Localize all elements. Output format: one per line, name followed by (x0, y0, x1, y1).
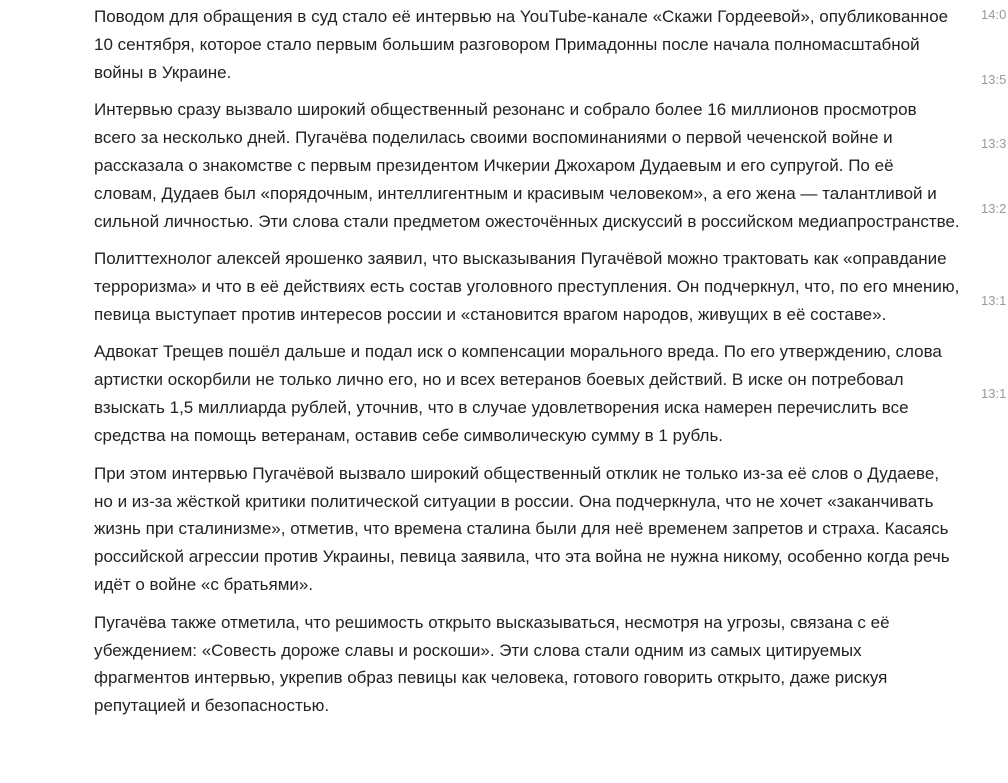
article-paragraph-2: Интервью сразу вызвало широкий общественный резонанс и собрало более 16 миллионов просмотров всего за несколько дней. Пугачёва поделилась своими воспоминаниями о первой чеченской войне и рассказала о знакомстве с первым президентом Ичкерии Джохаром Дудаевым и его супругой. По её словам, Дудаев был «порядочным, интеллигентным и красивым человеком», а его жена — талантливой и сильной личностью. Эти слова стали предметом ожесточённых дискуссий в российском медиапространстве. (94, 100, 960, 231)
news-item-time[interactable]: 13:1 (981, 386, 1007, 401)
news-item-time[interactable]: 13:2 (981, 201, 1007, 216)
article-paragraph-6: Пугачёва также отметила, что решимость открыто высказываться, несмотря на угрозы, связана с её убеждением: «Совесть дороже славы и роскоши». Эти слова стали одним из самых цитируемых фрагментов интервью, укрепив образ певицы как человека, готового говорить открыто, даже рискуя репутацией и безопасностью. (94, 612, 890, 716)
news-item-time[interactable]: 13:1 (981, 293, 1007, 308)
article-paragraph-1: Поводом для обращения в суд стало её интервью на YouTube-канале «Скажи Гордеевой», опубликованное 10 сентября, которое стало первым большим разговором Примадонны после начала полномасштабной войны в Украине. (94, 7, 949, 82)
article-paragraph-4: Адвокат Трещев пошёл дальше и подал иск о компенсации морального вреда. По его утверждению, слова артистки оскорбили не только лично его, но и всех ветеранов боевых действий. В иске он потребовал взыскать 1,5 миллиарда рублей, уточнив, что в случае удовлетворения иска намерен перечислить все средства на помощь ветеранам, оставив себе символическую сумму в 1 рубль. (94, 342, 942, 446)
article-paragraph-3: Политтехнолог алексей ярошенко заявил, что высказывания Пугачёвой можно трактовать как «оправдание терроризма» и что в её действиях есть состав уголовного преступления. Он подчеркнул, что, по его мнению, певица выступает против интересов россии и «становится врагом народов, живущих в её составе». (94, 249, 960, 325)
news-item-time[interactable]: 13:3 (981, 136, 1007, 151)
article-body (94, 3, 960, 730)
news-feed-sidebar (979, 0, 1008, 783)
news-item-time[interactable]: 13:5 (981, 72, 1007, 87)
news-item-time[interactable]: 14:0 (981, 7, 1007, 22)
article-paragraph-5: При этом интервью Пугачёвой вызвало широкий общественный отклик не только из-за её слов о Дудаеве, но и из-за жёсткой критики политической ситуации в россии. Она подчеркнула, что не хочет «заканчивать жизнь при сталинизме», отметив, что времена сталина были для неё временем запретов и страха. Касаясь российской агрессии против Украины, певица заявила, что эта война не нужна никому, особенно когда речь идёт о войне «с братьями». (94, 463, 950, 595)
